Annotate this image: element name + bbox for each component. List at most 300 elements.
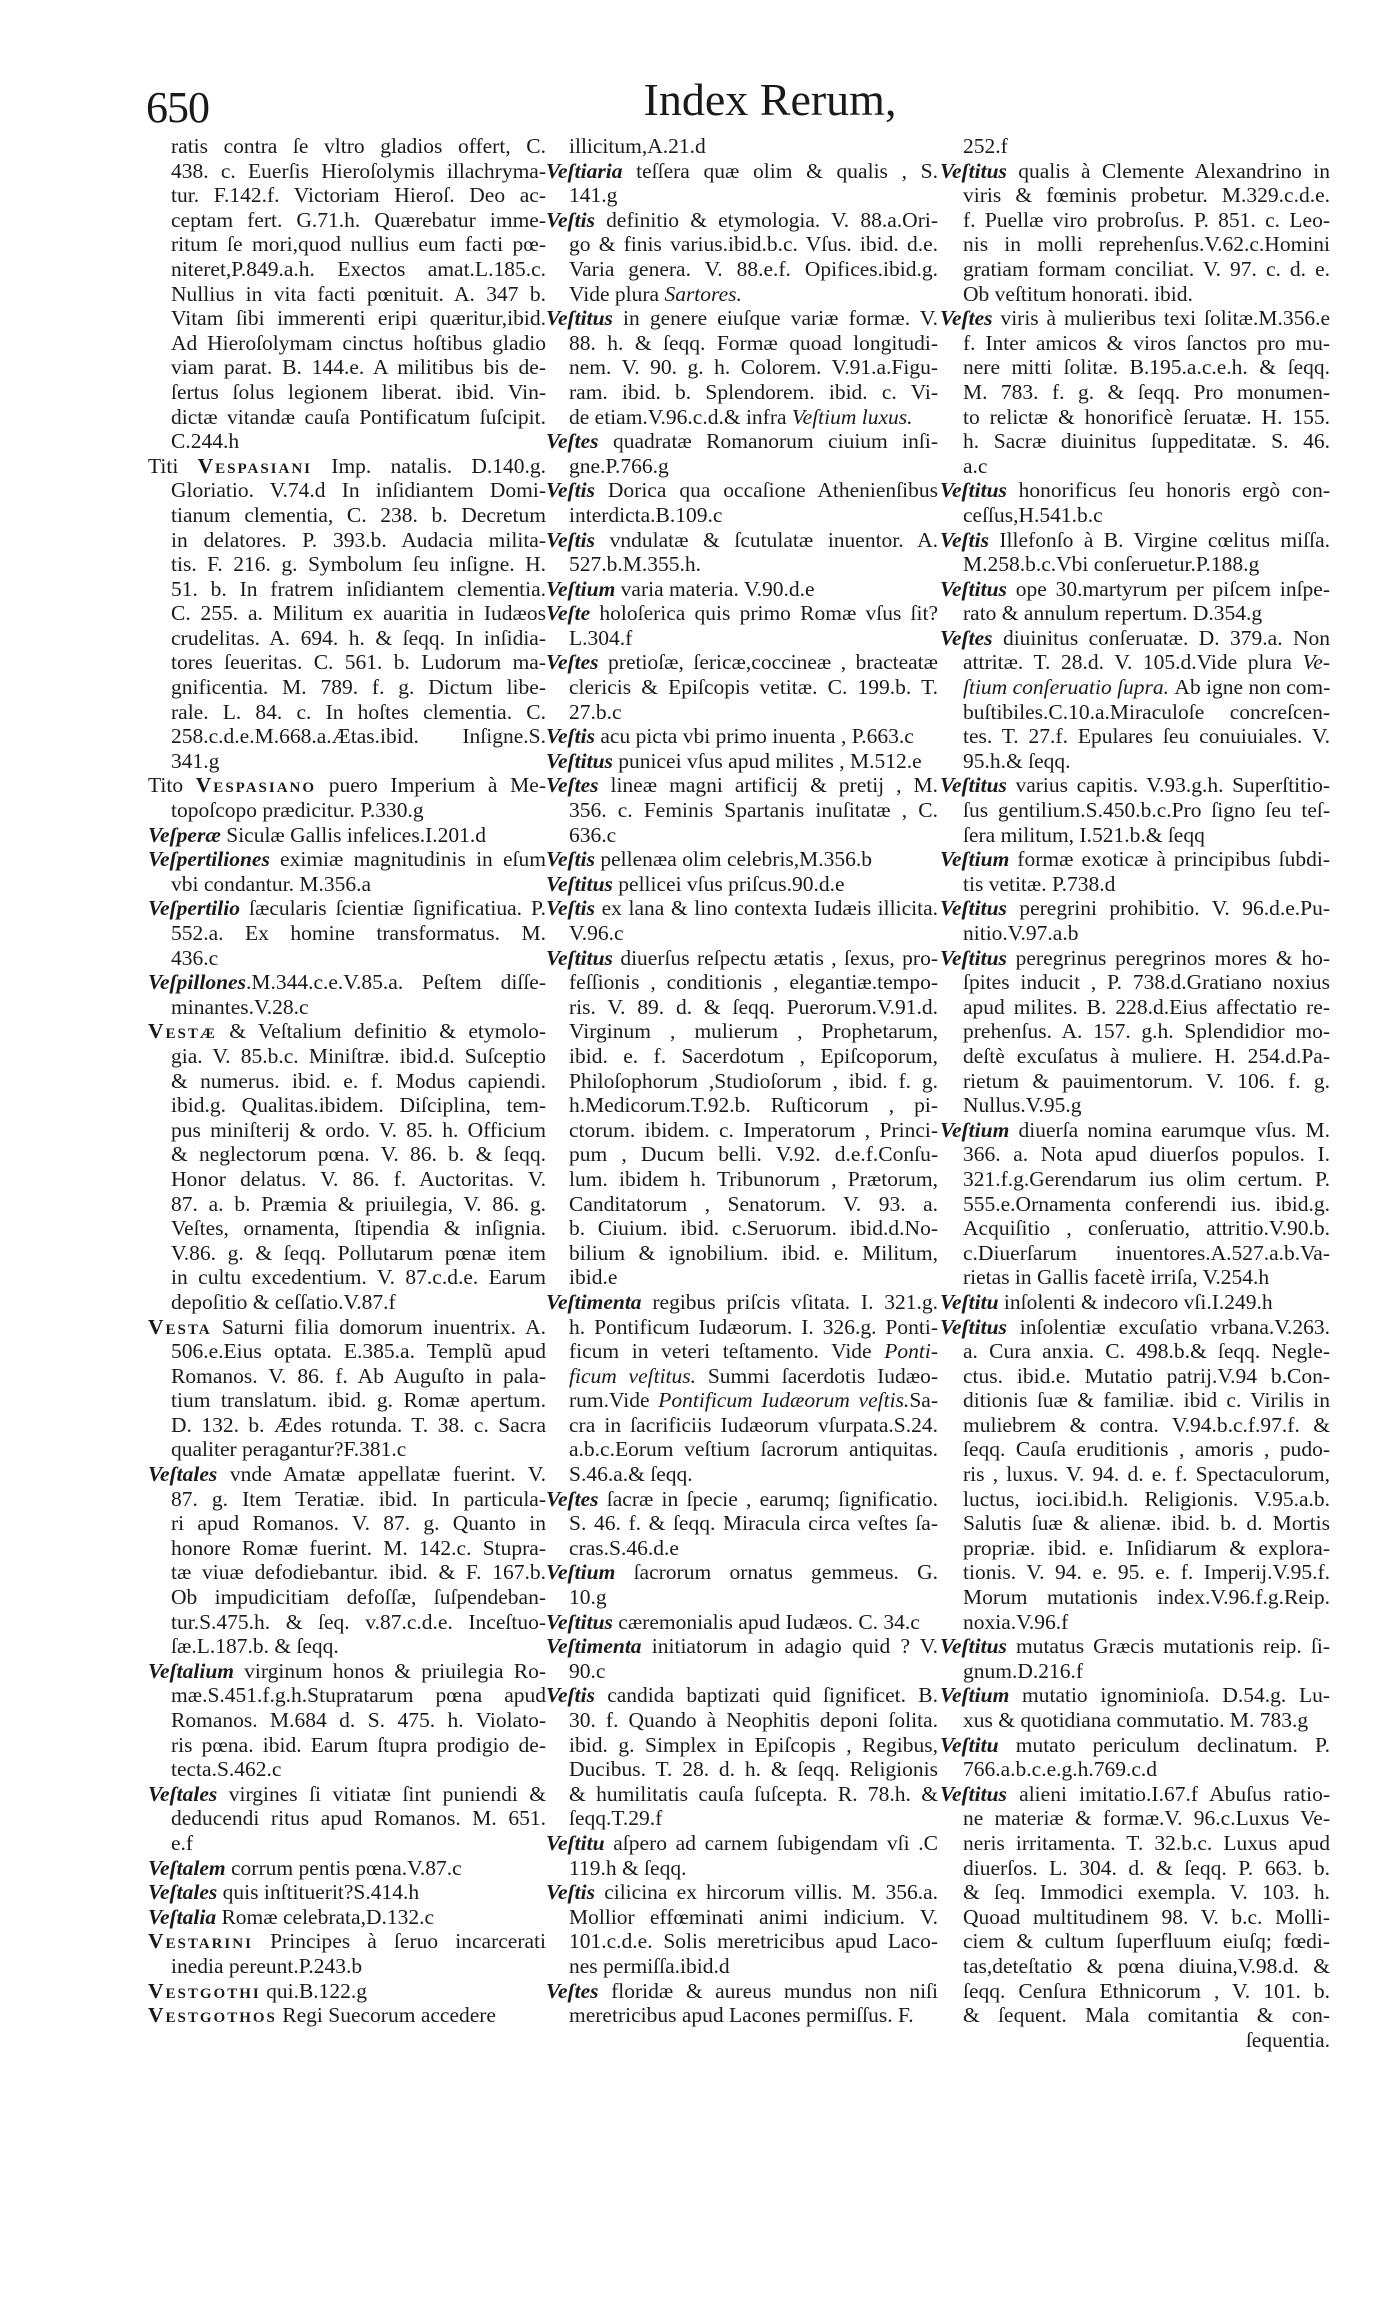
entry-text: topoſcopo prædicitur. P.330.g [171, 798, 424, 823]
entry-text: rietas in Gallis facetè irriſa, V.254.h [963, 1265, 1270, 1290]
entry-line [148, 552, 546, 577]
entry-line [940, 823, 1330, 848]
entry-text: ibid. e. f. Sacerdotum , Epiſcoporum, [569, 1043, 938, 1068]
entry-text: gnificentia. M. 789. f. g. Dictum libe- [171, 675, 546, 700]
running-title: Index Rerum, [643, 74, 897, 125]
entry-text: Nullius in vita facti pœnituit. A. 347 b. [171, 281, 546, 306]
entry-line [940, 1511, 1330, 1536]
entry-line [148, 1954, 546, 1979]
entry-text: ſus gentilium.S.450.b.c.Pro ſigno ſeu teſ- [963, 798, 1330, 823]
entry-text: Gloriatio. V.74.d In inſidiantem Domi- [171, 478, 546, 503]
index-entry [940, 478, 1330, 527]
entry-text: tæ viuæ defodiebantur. ibid. & F. 167.b. [171, 1560, 546, 1585]
entry-text: tur. F.142.f. Victoriam Hieroſ. Deo ac- [171, 183, 546, 208]
entry-text: nis in molli reprehenſus.V.62.c.Homini [963, 232, 1330, 257]
entry-line [940, 872, 1330, 897]
entry-text: ritum ſe mori,quod nullius eum facti pœ- [171, 232, 546, 257]
entry-text: nere mitti ſolitæ. B.195.a.c.e.h. & ſeqq. [963, 355, 1330, 380]
entry-line [940, 1142, 1330, 1167]
entry-text: luctus, ioci.ibid.h. Religionis. V.95.a.b. [963, 1486, 1330, 1511]
entry-line [148, 1708, 546, 1733]
entry-text: Summi ſacerdotis Iudæo- [707, 1363, 938, 1388]
entry-text: ſæ.L.187.b. & ſeqq. [171, 1634, 339, 1659]
entry-line [940, 1634, 1330, 1659]
entry-text: S.46.a.& ſeqq. [569, 1462, 693, 1487]
entry-text: Ab igne non com- [1174, 675, 1331, 700]
entry-line [148, 1831, 546, 1856]
index-entry [546, 1880, 938, 1978]
entry-line [940, 724, 1330, 749]
entry-text: 119.h & ſeqq. [569, 1855, 687, 1880]
entry-line [546, 1069, 938, 1094]
entry-line [148, 1757, 546, 1782]
entry-text: 90.c [569, 1658, 606, 1683]
entry-line [148, 946, 546, 971]
entry-text: eximiæ magnitudinis in eſum [269, 847, 546, 872]
index-entry [940, 1118, 1330, 1290]
index-entry [148, 1905, 546, 1930]
entry-line [148, 1118, 546, 1143]
entry-line [940, 1265, 1330, 1290]
entry-line [940, 1118, 1330, 1143]
entry-text: propriæ. ibid. e. Inſidiarum & explora- [963, 1535, 1330, 1560]
entry-line [940, 847, 1330, 872]
entry-line [148, 1462, 546, 1487]
entry-headword: Veſte [546, 601, 591, 626]
entry-text: tas,deteſtatio & pœna diuina,V.98.d. & [963, 1953, 1330, 1978]
entry-line [546, 896, 938, 921]
entry-text: V.86. g. & ſeqq. Pollutarum pœnæ item [171, 1240, 546, 1265]
entry-text: 356. c. Feminis Spartanis inuſitatæ , C. [569, 798, 938, 823]
entry-text: vbi condantur. M.356.a [171, 871, 372, 896]
entry-text: ficum in veteri teſtamento. Vide [569, 1339, 885, 1364]
cross-reference: Ponti- [884, 1339, 938, 1364]
entry-text: Mollior effœminati animi indicium. V. [569, 1904, 938, 1929]
entry-headword: Veſtis [546, 527, 595, 552]
entry-line [148, 1659, 546, 1684]
entry-line [546, 798, 938, 823]
entry-text: apud milites. B. 228.d.Eius affectatio re- [963, 994, 1330, 1019]
entry-text: viris & fœminis probetur. M.329.c.d.e. [963, 183, 1330, 208]
entry-text: ſequentia. [1245, 2027, 1330, 2052]
entry-text: rietum & pauimentorum. V. 106. f. g. [963, 1068, 1330, 1093]
entry-text: 341.g [171, 748, 220, 773]
entry-headword: Vestæ [148, 1019, 217, 1044]
entry-line [148, 601, 546, 626]
entry-text: ctorum. ibidem. c. Imperatorum , Princi- [569, 1117, 938, 1142]
entry-line [148, 1192, 546, 1217]
entry-line [148, 1290, 546, 1315]
entry-prefix: Titi [148, 453, 198, 478]
entry-line [546, 921, 938, 946]
entry-line [148, 2003, 546, 2028]
entry-headword: Veſtes [546, 773, 599, 798]
entry-headword: Veſtes [546, 1978, 599, 2003]
entry-line [546, 1216, 938, 1241]
entry-text: D. 132. b. Ædes rotunda. T. 38. c. Sacra [171, 1412, 546, 1437]
entry-line [940, 1733, 1330, 1758]
entry-line [940, 896, 1330, 921]
entry-line [148, 1511, 546, 1536]
entry-text: 766.a.b.c.e.g.h.769.c.d [963, 1757, 1158, 1782]
entry-text: aſpero ad carnem ſubigendam vſi .C [604, 1830, 938, 1855]
entry-text: Virginum , mulierum , Prophetarum, [569, 1019, 938, 1044]
entry-text: 10.g [569, 1585, 607, 1610]
entry-text: 552.a. Ex homine transformatus. M. [171, 921, 546, 945]
entry-headword: Veſtales [148, 1462, 218, 1487]
cross-reference: Pontificum Iudæorum veſtis. [658, 1388, 910, 1413]
entry-text: ſacrorum ornatus gemmeus. G. [615, 1560, 938, 1585]
entry-text: mutato periculum declinatum. P. [998, 1732, 1330, 1757]
entry-text: gia. V. 85.b.c. Miniſtræ. ibid.d. Suſceptio [171, 1043, 546, 1068]
entry-line [148, 577, 546, 602]
index-entry [148, 896, 546, 970]
entry-text: a.b.c.Eorum veſtium ſacrorum antiquitas. [569, 1437, 938, 1462]
entry-line [148, 724, 546, 749]
entry-text: formæ exoticæ à principibus ſubdi- [1009, 847, 1330, 872]
index-entry [940, 577, 1330, 626]
entry-line [148, 749, 546, 774]
entry-line [940, 429, 1330, 454]
entry-line [546, 478, 938, 503]
entry-text: 555.e.Ornamenta conferendi ius. ibid.g. [963, 1191, 1330, 1216]
entry-line [148, 1413, 546, 1438]
entry-text: honore Romæ fuerint. M. 142.c. Stupra- [171, 1535, 546, 1560]
entry-line [940, 1585, 1330, 1610]
entry-line [148, 1339, 546, 1364]
entry-text: noxia.V.96.f [963, 1609, 1069, 1634]
entry-text: niteret,P.849.a.h. Exectos amat.L.185.c. [171, 256, 546, 281]
entry-text: 95.h.& ſeqq. [963, 748, 1071, 773]
index-entry [148, 1462, 546, 1659]
entry-line [940, 675, 1330, 700]
entry-line [546, 1683, 938, 1708]
index-entry [546, 601, 938, 650]
entry-text: tionis. V. 94. e. 95. e. f. Imperij.V.95.f. [963, 1560, 1330, 1585]
entry-text: inſolenti & indecoro vſi.I.249.h [998, 1289, 1273, 1314]
entry-text: 87. g. Item Teratiæ. ibid. In particula- [171, 1486, 546, 1511]
entry-line [940, 1364, 1330, 1389]
entry-line [148, 159, 546, 184]
entry-text: lum. ibidem h. Tribunorum , Prætorum, [569, 1166, 938, 1191]
entry-line [546, 380, 938, 405]
entry-text: Honor delatus. V. 86. f. Auctoritas. V. [171, 1166, 546, 1191]
entry-headword: Veſtitus [940, 158, 1007, 183]
entry-line [546, 823, 938, 848]
entry-text: dictæ vitandæ cauſa Pontificatum ſuſcipit. [171, 404, 546, 429]
entry-text: Saturni filia domorum inuentrix. A. [211, 1314, 546, 1339]
entry-headword: Veſtitus [940, 576, 1007, 601]
entry-headword: Veſtes [546, 1486, 599, 1511]
entry-text: 30. f. Quando à Neophitis deponi ſolita. [569, 1708, 938, 1732]
entry-text: 366. a. Nota apud diuerſos populos. I. [963, 1142, 1330, 1167]
entry-text: M. 783. f. g. & ſeqq. Pro monumen- [963, 379, 1330, 404]
entry-text: rum.Vide [569, 1388, 659, 1413]
entry-text: floridæ & aureus mundus non niſi [598, 1978, 938, 2003]
entry-line [546, 1413, 938, 1438]
entry-line [940, 1388, 1330, 1413]
entry-text: Vide plura [569, 281, 665, 306]
entry-headword: Veſtitu [940, 1289, 999, 1314]
entry-text: gnum.D.216.f [963, 1658, 1084, 1683]
entry-headword: Veſtitus [546, 945, 613, 970]
entry-text: corrum pentis pœna.V.87.c [225, 1855, 462, 1880]
entry-line [148, 1216, 546, 1241]
entry-text: tores ſeueritas. C. 561. b. Ludorum ma- [171, 650, 546, 675]
entry-text: peregrini prohibitio. V. 96.d.e.Pu- [1006, 896, 1330, 921]
entry-headword: Veſtitus [940, 896, 1007, 921]
entry-text: ratis contra ſe vltro gladios offert, C. [171, 134, 546, 158]
entry-line [546, 1487, 938, 1512]
entry-text: meretricibus apud Lacones permiſſus. F. [569, 2003, 914, 2028]
index-entry [940, 847, 1330, 896]
entry-text: ſacræ in ſpecie , earumq; ſignificatio. [598, 1486, 938, 1511]
entry-text: xus & quotidiana commutatio. M. 783.g [963, 1708, 1309, 1732]
entry-text: C.244.h [171, 429, 240, 454]
entry-text: V.96.c [569, 921, 624, 945]
entry-headword: Veſtitus [940, 1781, 1007, 1806]
entry-headword: Vespasiani [197, 453, 313, 478]
entry-text: bilium & ignobilium. ibid. e. Militum, [569, 1240, 938, 1265]
entry-line [148, 232, 546, 257]
index-column-right [940, 134, 1330, 2052]
entry-line [546, 405, 938, 430]
index-entry [148, 823, 546, 848]
entry-text: tis. F. 216. g. Symbolum ſeu inſigne. H. [171, 552, 546, 577]
index-entry [148, 773, 546, 822]
entry-line [148, 1019, 546, 1044]
entry-text: ibid.g. Qualitas.ibidem. Diſciplina, tem- [171, 1093, 546, 1118]
entry-line [940, 183, 1330, 208]
entry-line [546, 282, 938, 307]
entry-headword: Veſtium [940, 1117, 1010, 1142]
entry-text: ditionis ſuæ & familiæ. ibid c. Virilis in [963, 1388, 1330, 1413]
entry-text: f. Inter amicos & viros ſanctos pro mu- [963, 330, 1330, 355]
entry-text: tes. T. 27.f. Epulares ſeu conuiuiales. V. [963, 724, 1330, 749]
entry-headword: Veſtis [546, 207, 595, 232]
entry-headword: Vespasiano [195, 773, 317, 798]
entry-line [940, 1192, 1330, 1217]
entry-line [148, 1241, 546, 1266]
index-entry [148, 1782, 546, 1856]
entry-line [940, 2028, 1330, 2053]
entry-line [546, 995, 938, 1020]
entry-text: depoſitio & ceſſatio.V.87.f [171, 1289, 396, 1314]
entry-line [546, 1093, 938, 1118]
entry-line [148, 1093, 546, 1118]
entry-headword: Veſperæ [148, 822, 221, 847]
entry-headword: Veſtes [940, 625, 993, 650]
entry-text: Romanos. V. 86. f. Ab Auguſto in pala- [171, 1363, 546, 1388]
entry-line [148, 773, 546, 798]
entry-text: ceſſus,H.541.b.c [963, 502, 1103, 527]
index-entry [148, 847, 546, 896]
entry-headword: Veſtis [546, 724, 595, 749]
index-entry [940, 946, 1330, 1118]
entry-headword: Veſtitus [940, 1634, 1007, 1659]
entry-text: ſeqq. Cenſura Ethnicorum , V. 101. b. [963, 1978, 1330, 2003]
entry-line [940, 1905, 1330, 1930]
entry-text: vnde Amatæ appellatæ fuerint. V. [217, 1462, 546, 1487]
entry-line [546, 208, 938, 233]
index-entry [546, 306, 938, 429]
entry-text: Nullus.V.95.g [963, 1093, 1082, 1118]
entry-text: tium translatum. ibid. g. Romæ apertum. [171, 1388, 546, 1413]
entry-text: ris. V. 89. d. & ſeqq. Puerorum.V.91.d. [569, 994, 938, 1019]
entry-line [148, 208, 546, 233]
entry-text: pretioſæ, ſericæ,coccineæ , bracteatæ [598, 650, 938, 675]
index-entry [546, 847, 938, 872]
entry-line [940, 1462, 1330, 1487]
entry-line [148, 847, 546, 872]
entry-text: qui.B.122.g [260, 1978, 368, 2003]
entry-text: ri apud Romanos. V. 87. g. Quanto in [171, 1511, 546, 1536]
entry-text: ſeqq. Cauſa eruditionis , amoris , pudo- [963, 1437, 1330, 1462]
index-entry [940, 528, 1330, 577]
entry-line [148, 1929, 546, 1954]
index-entry [546, 650, 938, 724]
entry-headword: Veſtalium [148, 1658, 235, 1683]
entry-line [148, 183, 546, 208]
entry-line [148, 798, 546, 823]
entry-line [148, 626, 546, 651]
entry-line [940, 1659, 1330, 1684]
entry-line [148, 429, 546, 454]
entry-text: prehenſus. A. 157. g.h. Splendidior mo- [963, 1019, 1330, 1044]
entry-line [940, 1560, 1330, 1585]
entry-line [940, 650, 1330, 675]
entry-line [940, 331, 1330, 356]
entry-headword: Veſtes [940, 306, 993, 331]
entry-text: ibid.e [569, 1265, 618, 1290]
entry-line [940, 773, 1330, 798]
index-entry [940, 1683, 1330, 1732]
entry-line [940, 1044, 1330, 1069]
entry-text: ſertus ſolus legionem liberat. ibid. Vin- [171, 379, 546, 404]
entry-line [546, 355, 938, 380]
entry-line [148, 1364, 546, 1389]
entry-text: diuerſus reſpectu ætatis , ſexus, pro- [612, 945, 938, 970]
entry-line [546, 749, 938, 774]
entry-line [546, 1560, 938, 1585]
entry-text: diuerſa nomina earumque vſus. M. [1009, 1117, 1330, 1142]
cross-reference: Sartores. [664, 281, 742, 306]
entry-line [940, 503, 1330, 528]
entry-line [546, 2003, 938, 2028]
index-entry [546, 1979, 938, 2028]
entry-text: punicei vſus apud milites , M.512.e [612, 748, 922, 773]
entry-text: Ducibus. T. 28. d. h. & ſeqq. Religionis [569, 1757, 938, 1782]
entry-text: Acquiſitio , conſeruatio, attritio.V.90.b. [963, 1216, 1330, 1241]
entry-headword: Veſtalem [148, 1855, 226, 1880]
entry-text: illicitum,A.21.d [569, 134, 706, 158]
entry-line [546, 1733, 938, 1758]
index-entry [546, 724, 938, 749]
entry-line [546, 700, 938, 725]
entry-text: Varia genera. V. 88.e.f. Opifices.ibid.g. [569, 256, 938, 281]
entry-line [148, 995, 546, 1020]
entry-line [546, 1536, 938, 1561]
entry-text: a. Cura anxia. C. 498.b.& ſeqq. Negle- [963, 1339, 1330, 1364]
entry-line [940, 1216, 1330, 1241]
entry-line [940, 946, 1330, 971]
entry-headword: Vestgothos [148, 2003, 277, 2028]
entry-text: h. Pontificum Iudæorum. I. 326.g. Ponti- [569, 1314, 938, 1339]
entry-headword: Veſtimenta [546, 1289, 642, 1314]
entry-line [940, 1536, 1330, 1561]
entry-headword: Veſtalia [148, 1904, 217, 1929]
entry-line [546, 601, 938, 626]
entry-text: vndulatæ & ſcutulatæ inuentor. A. [594, 527, 938, 552]
index-entry [148, 1315, 546, 1463]
entry-headword: Veſtimenta [546, 1634, 642, 1659]
entry-line [546, 1757, 938, 1782]
entry-text: interdicta.B.109.c [569, 502, 723, 527]
index-entry [546, 1610, 938, 1635]
entry-text: tur.S.475.h. & ſeq. v.87.c.d.e. Inceſtuo- [171, 1609, 546, 1634]
entry-text: mutatio ignominioſa. D.54.g. Lu- [1009, 1683, 1330, 1708]
entry-line [148, 306, 546, 331]
entry-line [546, 1315, 938, 1340]
entry-text: Regi Suecorum accedere [276, 2003, 496, 2028]
entry-headword: Veſtitu [546, 1830, 605, 1855]
index-entry [546, 208, 938, 306]
entry-line [940, 1831, 1330, 1856]
entry-text: tianum clementia, C. 238. b. Decretum [171, 502, 546, 527]
entry-line [546, 159, 938, 184]
entry-text: Imp. natalis. D.140.g. [312, 453, 546, 478]
entry-line [940, 159, 1330, 184]
entry-line [546, 650, 938, 675]
entry-text: & humilitatis cauſa ſuſcepta. R. 78.h. & [569, 1781, 938, 1806]
entry-line [546, 1806, 938, 1831]
entry-line [546, 1511, 938, 1536]
entry-line [148, 1315, 546, 1340]
entry-line [940, 2003, 1330, 2028]
entry-text: muliebrem & contra. V.94.b.c.f.97.f. & [963, 1412, 1330, 1437]
entry-text: diuinitus conſeruatæ. D. 379.a. Non [992, 625, 1330, 650]
entry-text: varia materia. V.90.d.e [615, 576, 815, 601]
entry-text: & numerus. ibid. e. f. Modus capiendi. [171, 1068, 546, 1093]
cross-reference: ſtium conſeruatio ſupra. [963, 675, 1175, 700]
entry-text: puero Imperium à Me- [316, 773, 546, 798]
entry-line [148, 1142, 546, 1167]
entry-line [546, 1167, 938, 1192]
entry-text: ciem & cultum ſuperfluum eiuſq; fœdi- [963, 1929, 1330, 1954]
entry-headword: Veſtitus [546, 748, 613, 773]
entry-text: viam parat. B. 144.e. A militibus bis de- [171, 355, 546, 380]
entry-line [940, 601, 1330, 626]
entry-line [148, 257, 546, 282]
entry-text: f. Puellæ viro probroſus. P. 851. c. Leo- [963, 207, 1330, 232]
entry-text: honorificus ſeu honoris ergò con- [1006, 478, 1330, 503]
entry-text: pus miniſterij & ordo. V. 85. h. Officium [171, 1117, 546, 1142]
entry-text: pellicei vſus priſcus.90.d.e [612, 871, 845, 896]
index-entry [546, 577, 938, 602]
entry-line [546, 232, 938, 257]
entry-text: deſtè excuſatus à muliere. H. 254.d.Pa- [963, 1043, 1330, 1068]
entry-line [940, 208, 1330, 233]
cross-reference: Veſtium luxus. [791, 404, 913, 429]
entry-text: ceptam fert. G.71.h. Quærebatur imme- [171, 207, 546, 232]
entry-text: & ſeq. Immodici exempla. V. 103. h. [963, 1880, 1330, 1905]
entry-line [546, 1339, 938, 1364]
entry-headword: Veſtes [546, 429, 599, 454]
entry-line [940, 995, 1330, 1020]
entry-text: initiatorum in adagio quid ? V. [641, 1634, 938, 1659]
entry-text: cras.S.46.d.e [569, 1535, 679, 1560]
entry-line [940, 626, 1330, 651]
